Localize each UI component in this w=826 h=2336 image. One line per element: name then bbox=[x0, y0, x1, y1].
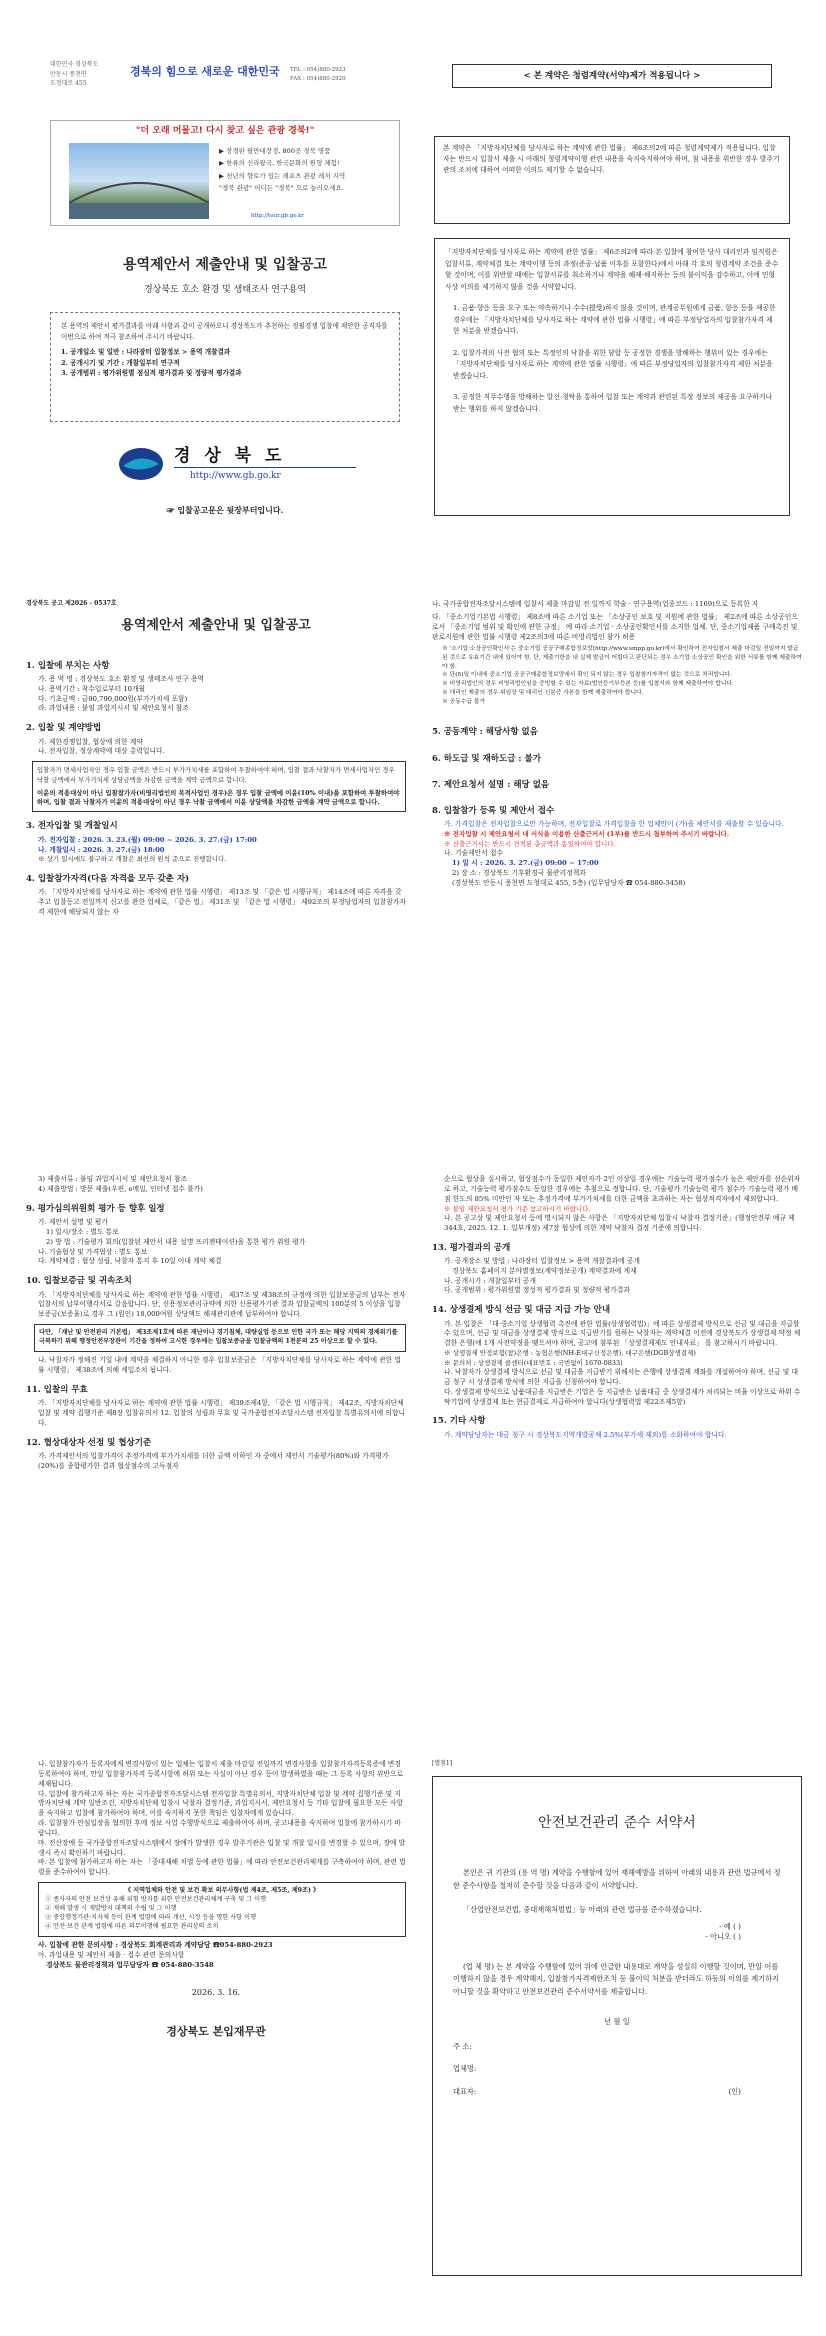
pledge-rep-field[interactable]: 대표자: (인) bbox=[453, 2086, 741, 2096]
pledge-address-field[interactable]: 주 소: bbox=[453, 2041, 472, 2051]
page-8 bbox=[432, 1760, 802, 2300]
page-title: 용역제안서 제출안내 및 입찰공고 bbox=[123, 257, 327, 273]
disclosure-box: 본 용역의 제안서 평가결과를 아래 사항과 같이 공개하오니 경상북도가 추천하는 정필경쟁 입찰에 제안한 공직자를 이번으로 하여 적극 참조하여 주시기 바랍니다. 1. 공개일소 및 일반 : 나라장터 입찰정보 > 용역 개찰결과 2. 공개시기 및 기간 : 개찰일부터 연구적 3. 공개범위 : 평가위원별 점심적 평가결과 및 정량적 평가결과 bbox=[50, 312, 400, 422]
org-address: 대한민국 경상북도 안동시 풍천면 도청대로 455 bbox=[50, 61, 99, 88]
tourism-photo bbox=[69, 143, 209, 219]
slogan-logo: 경북의 힘으로 새로운 대한민국 bbox=[130, 65, 280, 78]
logo-url[interactable]: http://www.gb.go.kr bbox=[190, 471, 281, 481]
pledge-form: 안전보건관리 준수 서약서 본인은 귀 기관의 (용 역 명) 계약을 수행함에 있어 재해예방을 위하여 아래의 내용과 관련 법규에서 정한 준수사항을 철저히 준수할 것을 다음과 같이 서약합니다. 「산업안전보건법, 중대재해처벌법」등 아래의 관련 법규를 준수하겠습니다. - 예 ( ) - 아니오 ( ) (업 체 명) 는 본 계약을 수행함에 있어 위에 언급한 내용대로 계약을 성실히 이행할 것이며, 만일 이를 이행하지 않을 경우 계약해지, 입찰참가자격제한조치 등 불이익 처분을 받더라도 하등의 이의를 제기하지 아니할 것을 확약하고 안전보건관리 준수서약서를 제출합니다. 년 월 일 주 소: 업체명: 대표자: (인) bbox=[432, 1776, 802, 2276]
page-7: 나. 입찰참가자가 등록자에게 변경사항이 있는 업체는 입찰서 제출 마감일 전일까지 변경사항을 입찰참가자격등록증에 변경등록하여야 하며, 만일 입찰참가자격 등록사항에 허위 또는 사실이 아닌 경우 등이 발생하였을 때는 그 등록 사항의 위반으로 제재됩니다. 다. 입찰에 참가하고자 하는 자는 국가종합전자조달시스템 전자입찰 특별유의서, 지방자치단체 입찰 및 계약 집행기준 및 지방자치단체 계약 일반조건, 지방자치단체 입찰시 낙찰자 결정기준, 과업지시서, 제안요청서 등 기타 입찰에 필요한 모든 사항을 숙지하고 입찰에 참가하여야 하며, 이를 숙지하지 못한 책임은 입찰자에게 있습니다. 라. 입찰참가 안심입장을 협의한 후에 정보 사업 수행방식으로 제출하여야 하며, 공고내용을 숙지하여 입찰에 참가하시기 바랍니다. 마. 전산장애 등 국가종합전자조달시스템에서 장애가 발생한 경우 발주기관은 입찰 및 개찰 일시를 변경할 수 있으며, 장애 발생시 즉시 확인하기 바랍니다. 바. 본 입찰에 참가하고자 하는 자는 「중대재해 처벌 등에 관한 법률」에 따라 안전보건관리체계를 구축하여야 하며, 관련 법령을 준수하여야 합니다. 《 지역업체와 안전 및 보건 확보 의무사항(법 제4조, 제5조, 제9조) 》 ① 종사자의 안전 보건상 유해 위험 방지를 위한 안전보건관리체계 구축 및 그 이행 ② 재해 발생 시 재발방지 대책의 수립 및 그 이행 ③ 중앙행정기관·지자체 등이 관계 법령에 따라 개선, 시정 등을 명한 사항 이행 ④ 안전·보건 관계 법령에 따른 의무이행에 필요한 관리상의 조치 사. 입찰에 관한 문의사항 : 경상북도 회계관리과 계약담당 ☎054-880-2923 아. 과업내용 및 제안서 제출 · 접수 관련 문의사항 경상북도 물관리정책과 업무담당자 ☎ 054-880-3548 2026. 3. 16. 경상북도 본입재무관 bbox=[26, 1760, 406, 2300]
tourism-url[interactable]: http://tour.gb.go.kr bbox=[251, 213, 305, 219]
logo-name: 경 상 북 도 bbox=[174, 446, 286, 466]
next-page-note: ☞ 입찰공고문은 뒷장부터입니다. bbox=[166, 505, 284, 515]
tax-note-box: 입찰자가 면세사업자인 경우 입찰 금액은 반드시 부가가치세를 포함하여 투찰하여야 하며, 입찰 결과 낙찰자가 면세사업자인 경우 낙찰 금액에서 부가가치세 상당금액을 차감한 금액을 계약 금액으로 합니다. 이윤의 적용대상이 아닌 입찰참가자(비영리법인의 목적사업인 경우)은 경우 입찰 금액에 이윤(10% 이내)을 포함하여 투찰하여야 하며, 입찰 결과 낙찰자가 이윤의 적용대상이 아닌 경우 낙찰 금액에서 이윤 상당액을 차감한 금액을 계약 금액으로 합니다. bbox=[32, 761, 406, 812]
deposit-note-box: 다만, 「재난 및 안전관리 기본법」 제3조제1호에 따른 재난이나 경기침체, 대량실업 등으로 인한 국가 또는 해당 지역의 경제위기를 극복하기 위해 행정안전부장관이 기간을 정하여 고시한 경우에는 입찰보증금을 입찰금액의 1천분의 25 이상으로 할 수 있다. bbox=[34, 1324, 406, 1352]
eligibility-notes: ※ '소기업·소상공인확인서'는 중소기업 공공구매종합정보망(http://www.smpp.go.kr)에서 확인하여 전자입찰서 제출 마감일 전일까지 발급된 것으로 유효기간 내에 있어야 함. 단, 제출기한을 내 실제 발급이 어렵다고 판단되는 경우 소기업·소상공인 확인을 위한 서류를 함께 제출하여야 함. ※ 단(5)일 이내에 중소기업 공공구매종합정보망에서 확인 되지 않는 경우 입찰참가자격이 없는 것으로 처리합니다. ※ 비영리법인의 경우 비영리법인임을 증빙할 수 있는 자료(법인등기부등본 등)를 입찰서와 함께 제출하여야 합니다. ※ 대리인 제출의 경우 위임장 및 대리인 신분증 사본을 함께 제출하여야 합니다. ※ 공동수급 불가 bbox=[442, 646, 802, 705]
page-title: 용역제안서 제출안내 및 입찰공고 bbox=[121, 617, 311, 633]
page-6: 순으로 협상을 실시하고, 협상점수가 동일한 제안자가 2인 이상일 경우에는 기술능력 평가점수가 높은 제안자를 선순위자로 하고, 기술능력 평가점수도 동일한 경우에는 추첨으로 정합니다. 단, 기술평가 기술능력 평가 점수가 기술능력 평가 배점 한도의 85% 미만인 자 또는 추정가격에 부가가치세를 더한 금액을 초과하는 자는 협상적격자에서 제외합니다. ※ 붙임 제안요청서 평가 기준 참고하시기 바랍니다. 나. 본 공고상 및 제안요청서 등에 명시되지 않은 사항은 「지방자치단체 입찰시 낙찰자 결정기준」(행정안전부 예규 제344호, 2025. 12. 1. 일부개정) 제7장 협상에 의한 계약 낙찰자 결정 기준에 의합니다. 13. 평가결과의 공개 가. 공개장소 및 방법 : 나라장터 입찰정보 > 용역 개찰결과에 공개 경상북도 홈페이지 분야별정보(계약정보공개) 계약결과에 게재 나. 공개시기 : 개찰일부터 공개 다. 공개범위 : 평가위원별 정성적 평가결과 및 정량적 평가결과 14. 상생결제 방식 선금 및 대금 지급 가능 안내 가. 본 입찰은 「대·중소기업 상생협력 촉진에 관한 법률(상생협력법)」에 따른 상생결제 방식으로 선금 및 대금을 지급할 수 있으며, 선금 및 대금을 상생결제 방식으로 지급받기를 원하는 낙찰자는 계약체결 이전에 경상북도가 상생결제 약정 체결한 은행(에 1개 사전약정을 맺으셔야 하며, 공고에 첨부된 「상생결제제도 안내자료」 를 참고하시기 바랍니다. ※ 상생결제 안정보험(참)은행 : 농협은행(NH-E대구신정은행), 대구은행(DGB상생결제) ※ 문의처 : 상생결제 콜센터(대표번호 : 국번없이 1670-0833) 나. 낙찰자가 상생결제 방식으로 선금 및 대금을 지급받기 위해서는 은행에 상생결제 계좌를 개설하여야 하며, 선금 및 대금 청구 시 상생결제 방식에 의한 지급을 신청하여야 합니다. 다. 상생결제 방식으로 납품대금을 지급받은 기업은 동 지급받은 납품대금 중 상생결제가 처리되는 비율 이상으로 하위 수탁기업에 상생결제 또는 현금결제로 지급하여야 합니다(상생협력법 제22조제5항) 15. 기타 사항 가. 계약담당자는 대금 청구 시 경상북도지역개발공채 2.5%(부가세 제외)를 소화하여야 합니다. bbox=[432, 1175, 802, 1595]
gyeongbuk-logo bbox=[118, 442, 358, 492]
integrity-clause-box: 「지방자치단체를 당사자로 하는 계약에 관한 법률」 제6조의2에 따라 본 입찰에 참여한 당사 대리인과 임직원은 입찰서류, 계약체결 또는 계약이행 등의 과정(준공·납품 이후를 포함한다)에서 아래 각 호의 청렴계약 조건을 준수할 것이며, 이를 위반할 때에는 입찰서류를 취소하거나 계약을 해제·해지하는 등의 불이익을 감수하고, 이에 민형사상 이의를 제기하지 않을 것을 서약합니다. 1. 금품·향응 등을 요구 또는 약속하거나 수수(授受)하지 않을 것이며, 관계공무원에게 금품, 향응 등을 제공한 경우에는 「지방자치단체를 당사자로 하는 계약에 관한 법률 시행령」에 따른 부정당업자의 입찰참가자격 제한 처분을 받겠습니다. 2. 입찰가격의 사전 협의 또는 특정인의 낙찰을 위한 담합 등 공정한 경쟁을 방해하는 행위이 있는 경우에는 「지방자치단체를 당사자로 하는 계약에 관한 법률 시행령」에 따른 부정당업자의 입찰참가자격 제한 처분을 받겠습니다. 3. 공정한 직무수행을 방해하는 알선·청탁을 통하여 입찰 또는 계약과 관련된 특정 정보의 제공을 요구하거나 받는 행위를 하지 않겠습니다. bbox=[434, 238, 790, 516]
tourism-lines: ▶ 장경판 팔만대장경, 800곳 경북 명품 ▶ 한류의 신라왕국, 한국문화의 원형 체험! ▶ 천년의 향토가 있는 레포츠 관광 레저 지역 "경북 관광" 어디든 "경북" 으로 놀러오세요. bbox=[219, 147, 346, 193]
page-1 bbox=[40, 50, 410, 520]
safety-duties-box: 《 지역업체와 안전 및 보건 확보 의무사항(법 제4조, 제5조, 제9조) 》 ① 종사자의 안전 보건상 유해 위험 방지를 위한 안전보건관리체계 구축 및 그 이행 ② 재해 발생 시 재발방지 대책의 수립 및 그 이행 ③ 중앙행정기관·지자체 등이 관계 법령에 따라 개선, 시정 등을 명한 사항 이행 ④ 안전·보건 관계 법령에 따른 의무이행에 필요한 관리상의 조치 bbox=[38, 1882, 406, 1937]
integrity-title: < 본 계약은 청렴계약(서약)제가 적용됩니다 > bbox=[452, 64, 772, 88]
page-subtitle: 경상북도 호소 환경 및 생태조사 연구용역 bbox=[143, 285, 307, 295]
notice-signature: 경상북도 본입재무관 bbox=[166, 2025, 266, 2039]
tourism-banner bbox=[50, 120, 400, 226]
notice-date: 2026. 3. 16. bbox=[191, 1987, 241, 1997]
contact-info: TEL : 054)880-2923 FAX : 054)880-2929 bbox=[290, 67, 346, 83]
page-5: 3) 제출서류 : 붙임 과업지시서 및 제안요청서 참조 4) 제출방법 : 방문 제출(우편, e메일, 인터넷 접수 불가) 9. 평가심의위원회 평가 등 향후 일정 가. 제안서 설명 및 평가 1) 일시/장소 : 별도 통보 2) 방 법 : 기술평가 회의(입찰된 제안서 내용 설명 프리젠테이션)을 통한 평가 위원 평가 나. 기술협상 및 가격협상 : 별도 통보 다. 계약체결 : 협상 성립, 낙찰자 통지 후 10일 이내 계약 체결 10. 입찰보증금 및 귀속조치 가. 「지방자치단체를 당사자로 하는 계약에 관한 법률 시행령」 제37조 및 제38조의 규정에 의한 입찰보증금의 납부는 전자입찰서의 납부이행각서로 갈음합니다. 단, 신용정보관리규약에 의한 신용평가기관 결과 입찰금액의 100분의 5 이상을 입찰보증금(보증율)로 경우 그 (원인) 18,000여원 상당액도 해제관리관에 납부하여야 합니다. 다만, 「재난 및 안전관리 기본법」 제3조제1호에 따른 재난이나 경기침체, 대량실업 등으로 인한 국가 또는 해당 지역의 경제위기를 극복하기 위해 행정안전부장관이 기간을 정하여 고시한 경우에는 입찰보증금을 입찰금액의 1천분의 25 이상으로 할 수 있다. 나. 낙찰자가 정해진 기일 내에 계약을 체결하지 아니한 경우 입찰보증금은 「지방자치단체를 당사자로 하는 계약에 관한 법률 시행령」 제38조에 의해 세입조치 됩니다. 11. 입찰의 무효 가. 「지방자치단체를 당사자로 하는 계약에 관한 법률 시행령」 제39조제4항, 「같은 법 시행규칙」 제42조, 지방자치단체 입찰 및 계약 집행기준 제8장 입찰유의서 12. 입찰의 성립과 무효 및 국가종합전자조달시스템 전자입찰 특별유의서에 의합니다. 12. 협상대상자 선정 및 협상기준 가. 가격제안서의 입찰가격이 추정가격에 부가가치세를 더한 금액 이하인 자 중에서 제안서 기술평가(80%)와 가격평가(20%)를 종합평가한 결과 협상점수의 고득점자 bbox=[26, 1175, 406, 1595]
bridge-illustration-icon bbox=[69, 143, 209, 219]
doc-number: 경상북도 공고 제2026 - 0537호 bbox=[26, 600, 117, 607]
gyeongbuk-emblem-icon bbox=[118, 444, 164, 484]
page-3: 경상북도 공고 제2026 - 0537호 용역제안서 제출안내 및 입찰공고 1. 입찰에 부치는 사항 가. 용 역 명 : 경상북도 호소 환경 및 생태조사 연구 용역 나. 용역기간 : 착수일로부터 10개월 다. 기초금액 : 금90,790,000원(부가가치세 포함) 라. 과업내용 : 붙임 과업지시서 및 제안요청서 참조 2. 입찰 및 계약방법 가. 제한경쟁입찰, 협상에 의한 계약 나. 전자입찰, 정상계약에 대상 총력입니다. 입찰자가 면세사업자인 경우 입찰 금액은 반드시 부가가치세를 포함하여 투찰하여야 하며, 입찰 결과 낙찰자가 면세사업자인 경우 낙찰 금액에서 부가가치세 상당금액을 차감한 금액을 계약 금액으로 합니다. 이윤의 적용대상이 아닌 입찰참가자(비영리법인의 목적사업인 경우)은 경우 입찰 금액에 이윤(10% 이내)을 포함하여 투찰하여야 하며, 입찰 결과 낙찰자가 이윤의 적용대상이 아닌 경우 낙찰 금액에서 이윤 상당액을 차감한 금액을 계약 금액으로 합니다. 3. 전자입찰 및 개찰일시 가. 전자입찰 : 2026. 3. 23.(월) 09:00 ~ 2026. 3. 27.(금) 17:00 나. 개찰일시 : 2026. 3. 27.(금) 18:00 ※ 상기 일시에도 불구하고 개찰은 최선의 원칙 준으로 진행합니다. 4. 입찰참가자격(다음 자격을 모두 갖춘 자) 가. 「지방자치단체를 당사자로 하는 계약에 관한 법률 시행령」 제13조 및 「같은 법 시행규칙」 제14조에 따른 자격을 갖추고 입찰등고 전일까지 신고를 완한 업체로, 「같은 법」 제31조 및 「같은 법 시행령」 제92조의 부정당업자의 입찰참가자격 제한에 해당되지 않는 자 bbox=[26, 600, 406, 1040]
attachment-tag: [별첨1] bbox=[432, 1760, 453, 1767]
integrity-intro-box: 본 계약은 「지방자치단체를 당사자로 하는 계약에 관한 법률」 제6조의2에 따른 청렴계약제가 적용됩니다. 입찰자는 반드시 입찰서 제출 시 아래의 청렴계약이행 관련 내용을 숙지숙지하여야 하며, 첨 내용을 위반한 경우 발주기관의 조치에 대하여 어떠한 이의도 제기할 수 없습니다. bbox=[434, 136, 790, 224]
bond-notice: 가. 계약담당자는 대금 청구 시 경상북도지역개발공채 2.5%(부가세 제외)를 소화하여야 합니다. bbox=[444, 1430, 727, 1439]
pledge-title: 안전보건관리 준수 서약서 bbox=[538, 1815, 696, 1831]
seal-mark: (인) bbox=[728, 2086, 741, 2096]
page-2 bbox=[432, 50, 792, 520]
tourism-banner-title: "더 오래 머물고! 다시 찾고 싶은 관광 경북!" bbox=[135, 126, 315, 136]
pledge-company-field[interactable]: 업체명: bbox=[453, 2064, 477, 2074]
page-4: 나. 국가종합전자조달시스템에 입찰서 제출 마감일 전 일까지 학술 · 연구용역(업종코드 : 1169)으로 등록한 자 다. 「중소기업기본법 시행령」 제8조에 따른 소기업 또는 「소상공인 보호 및 지원에 관한 법률」 제2조에 따른 소상공인으로서 「중소기업 범위 및 확인에 관한 규정」 에 따라 소기업 · 소상공인확인서를 소지한 업체. 단, 중소기업제품 구매촉진 및 판로지원에 관한 법률 시행령 제2조의3에 따른 비영리법인 참가 허용 ※ '소기업·소상공인확인서'는 중소기업 공공구매종합정보망(http://www.smpp.go.kr)에서 확인하여 전자입찰서 제출 마감일 전일까지 발급된 것으로 유효기간 내에 있어야 함. 단, 제출기한을 내 실제 발급이 어렵다고 판단되는 경우 소기업·소상공인 확인을 위한 서류를 함께 제출하여야 함. ※ 단(5)일 이내에 중소기업 공공구매종합정보망에서 확인 되지 않는 경우 입찰참가자격이 없는 것으로 처리합니다. ※ 비영리법인의 경우 비영리법인임을 증빙할 수 있는 자료(법인등기부등본 등)를 입찰서와 함께 제출하여야 합니다. ※ 대리인 제출의 경우 위임장 및 대리인 신분증 사본을 함께 제출하여야 합니다. ※ 공동수급 불가 5. 공동계약 : 해당사항 없음 6. 하도급 및 재하도급 : 불가 7. 제안요청서 설명 : 해당 없음 8. 입찰참가 등록 및 제안서 접수 가. 가격입찰은 전자입찰으로만 가능하며, 전자입찰로 가격입찰을 한 업체만이 (가)을 제안서를 제출할 수 있습니다. ※ 전자입찰 시 제안요청서 내 서식을 이용한 산출근거서 (1부)를 반드시 첨부하여 주시기 바랍니다. ※ 산출근거서는 반드시 견적된 총금액과 동일하여야 합니다. 나. 기술제안서 접수 1) 일 시 : 2026. 3. 27.(금) 09:00 ~ 17:00 2) 장 소 : 경상북도 기후환경국 물관리정책과 (경상북도 안동시 풍천면 도청대로 455, 5층) (입무담당자 ☎ 054-880-3458) bbox=[432, 600, 802, 1040]
